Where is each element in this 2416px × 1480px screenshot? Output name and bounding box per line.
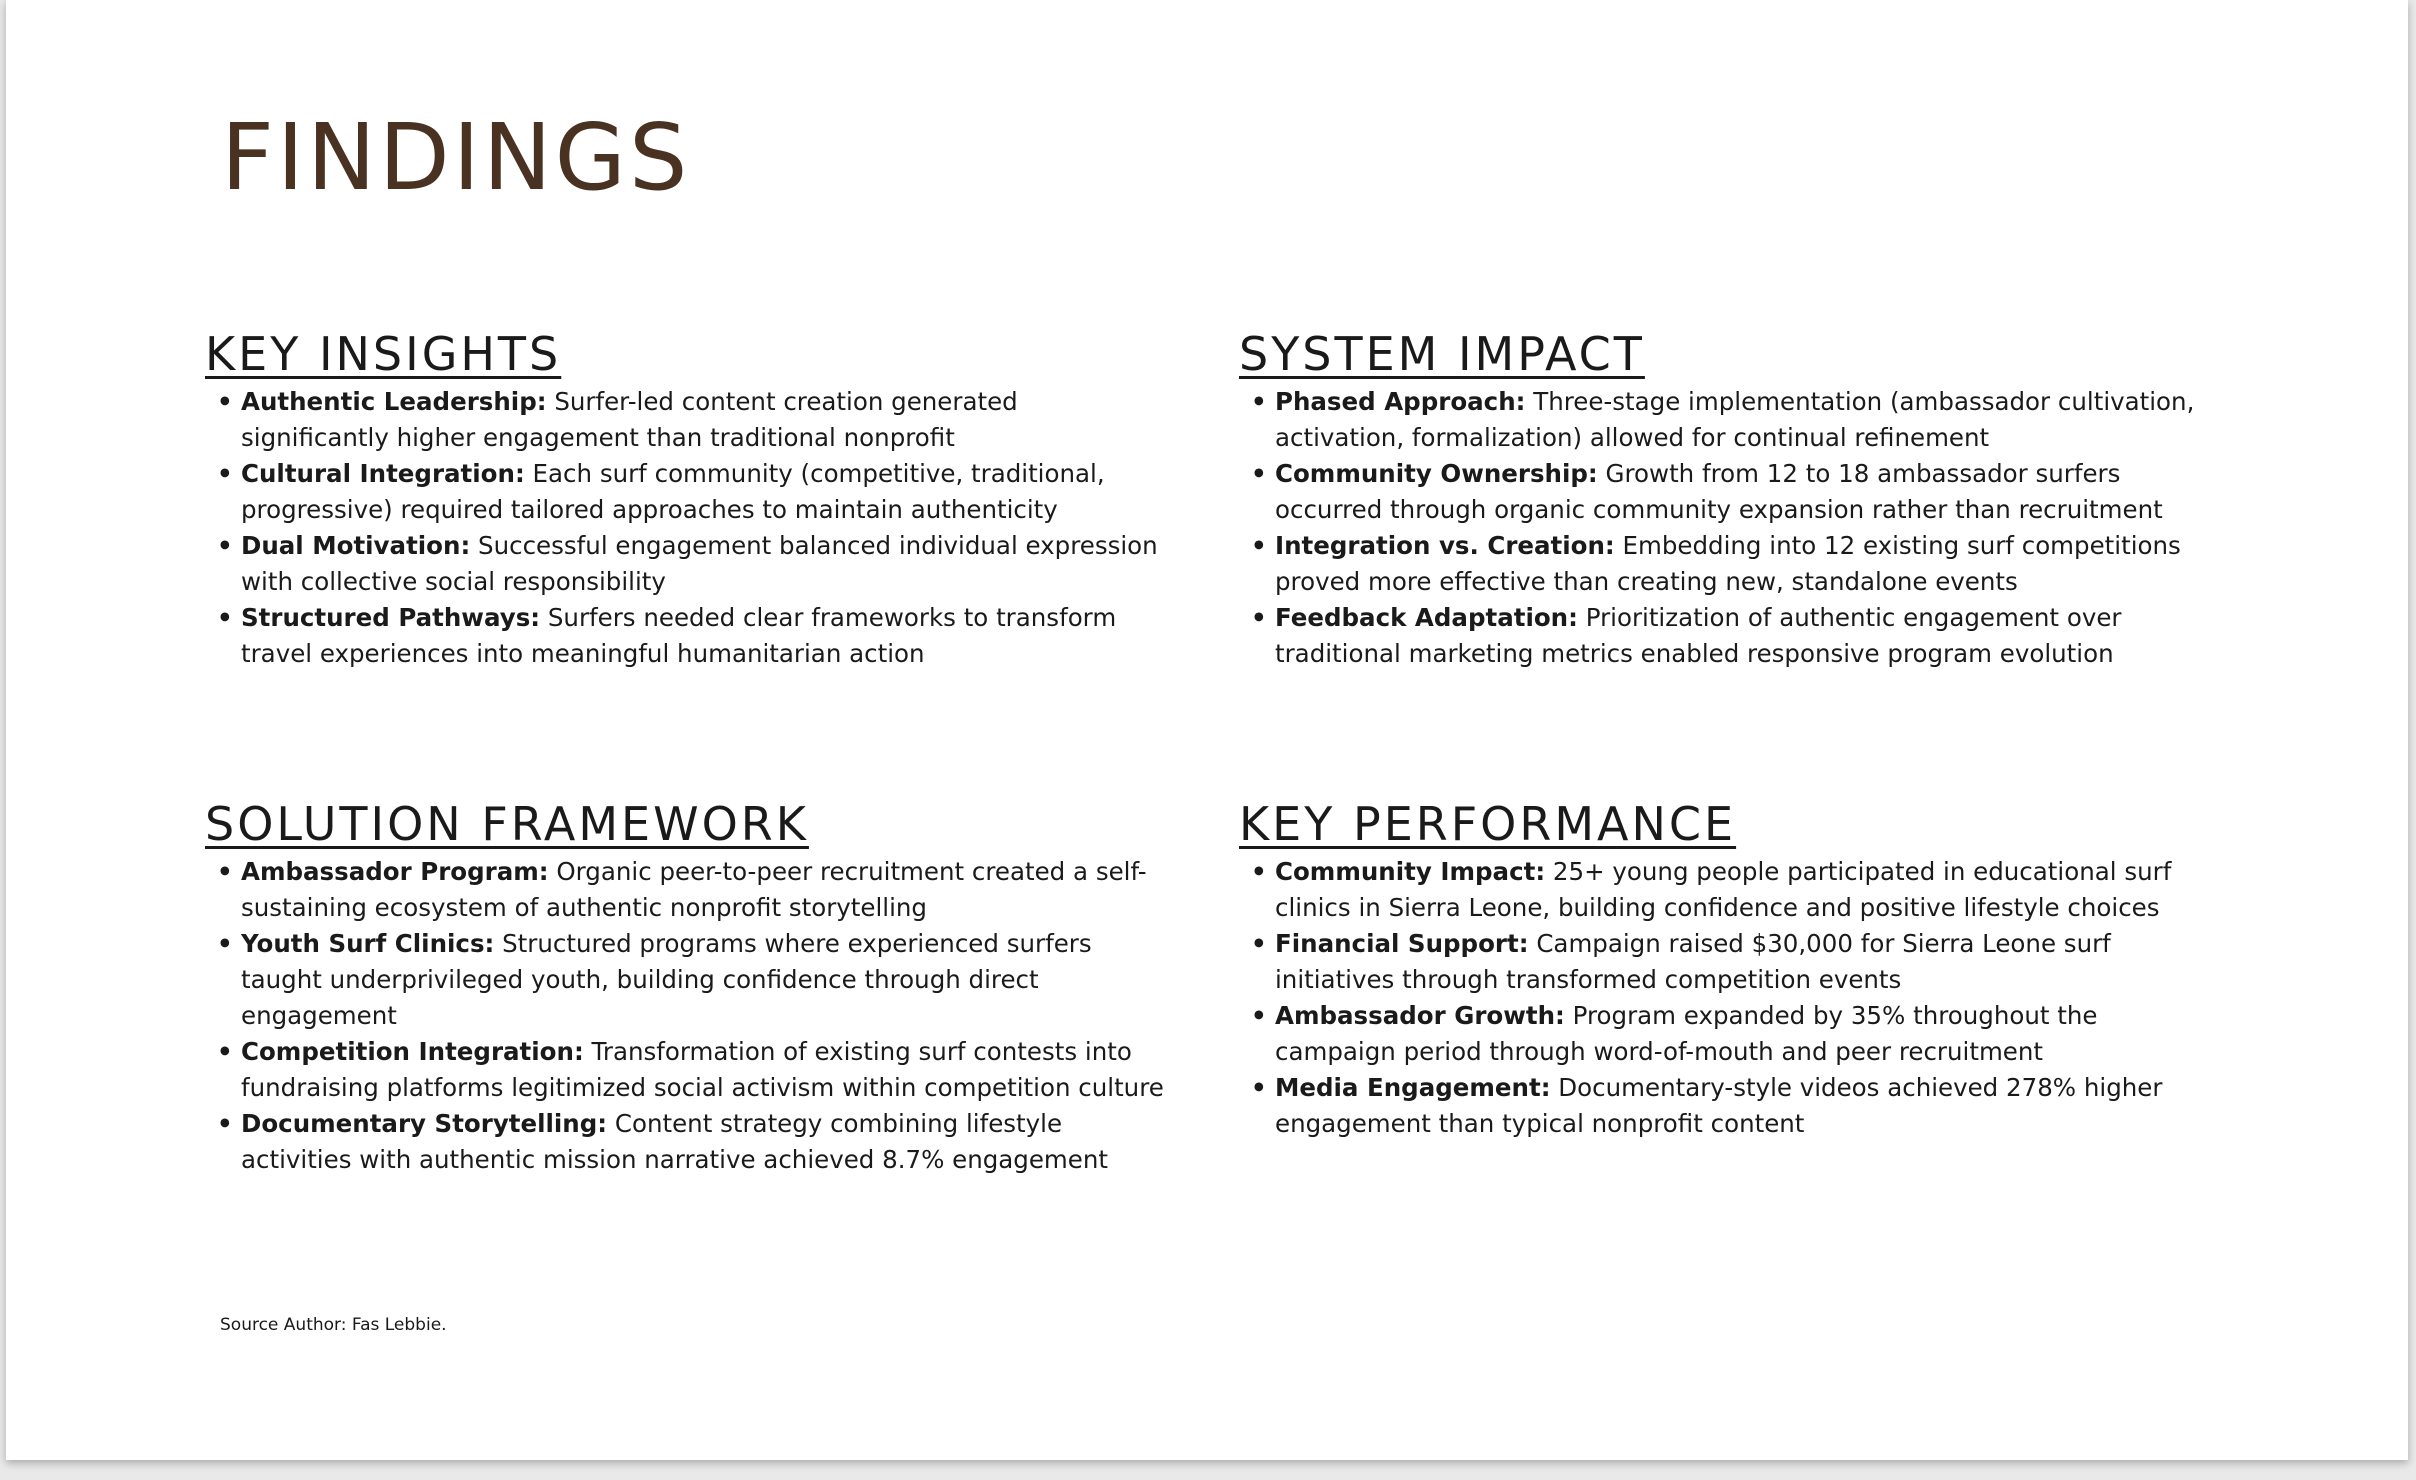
item-text: 25+ young people participated in educational surf clinics in Sierra Leone, building confidence and positive lifestyle choices bbox=[1275, 857, 2172, 923]
bullet-list bbox=[1239, 854, 2199, 1142]
item-text: Surfer-led content creation generated significantly higher engagement than traditional nonprofit bbox=[241, 387, 1018, 453]
item-label: Authentic Leadership: bbox=[241, 387, 547, 417]
list-item bbox=[1275, 998, 2199, 1070]
item-label: Media Engagement: bbox=[1275, 1073, 1551, 1103]
bullet-list bbox=[205, 854, 1165, 1178]
item-label: Cultural Integration: bbox=[241, 459, 525, 489]
section-heading: SYSTEM IMPACT bbox=[1239, 327, 1645, 381]
item-text: Program expanded by 35% throughout the campaign period through word-of-mouth and peer recruitment bbox=[1275, 1001, 2098, 1067]
list-item bbox=[241, 600, 1165, 672]
list-item bbox=[241, 384, 1165, 456]
system-impact-section bbox=[1239, 327, 2199, 672]
list-item bbox=[241, 528, 1165, 600]
page-title: FINDINGS bbox=[221, 104, 691, 211]
item-text: Campaign raised $30,000 for Sierra Leone surf initiatives through transformed competition events bbox=[1275, 929, 2111, 995]
list-item bbox=[241, 854, 1165, 926]
item-text: Documentary-style videos achieved 278% higher engagement than typical nonprofit content bbox=[1275, 1073, 2163, 1139]
item-text: Transformation of existing surf contests into fundraising platforms legitimized social activism within competition culture bbox=[241, 1037, 1164, 1103]
item-label: Ambassador Program: bbox=[241, 857, 549, 887]
item-text: Organic peer-to-peer recruitment created a self-sustaining ecosystem of authentic nonprofit storytelling bbox=[241, 857, 1147, 923]
item-label: Dual Motivation: bbox=[241, 531, 471, 561]
source-credit: Source Author: Fas Lebbie. bbox=[220, 1315, 447, 1335]
list-item bbox=[1275, 1070, 2199, 1142]
item-label: Integration vs. Creation: bbox=[1275, 531, 1615, 561]
item-text: Surfers needed clear frameworks to transform travel experiences into meaningful humanitarian action bbox=[241, 603, 1117, 669]
section-heading: KEY INSIGHTS bbox=[205, 327, 562, 381]
list-item bbox=[241, 1034, 1165, 1106]
item-label: Youth Surf Clinics: bbox=[241, 929, 495, 959]
item-text: Each surf community (competitive, traditional, progressive) required tailored approaches to maintain authenticity bbox=[241, 459, 1105, 525]
list-item bbox=[1275, 456, 2199, 528]
list-item bbox=[1275, 528, 2199, 600]
item-text: Growth from 12 to 18 ambassador surfers occurred through organic community expansion rather than recruitment bbox=[1275, 459, 2163, 525]
list-item bbox=[1275, 600, 2199, 672]
list-item bbox=[241, 926, 1165, 1034]
list-item bbox=[1275, 926, 2199, 998]
item-text: Prioritization of authentic engagement over traditional marketing metrics enabled responsive program evolution bbox=[1275, 603, 2122, 669]
item-label: Phased Approach: bbox=[1275, 387, 1526, 417]
item-text: Three-stage implementation (ambassador cultivation, activation, formalization) allowed for continual refinement bbox=[1275, 387, 2195, 453]
item-label: Documentary Storytelling: bbox=[241, 1109, 608, 1139]
item-text: Successful engagement balanced individual expression with collective social responsibility bbox=[241, 531, 1158, 597]
list-item bbox=[241, 456, 1165, 528]
section-heading: KEY PERFORMANCE bbox=[1239, 797, 1737, 851]
slide bbox=[6, 0, 2408, 1460]
item-text: Structured programs where experienced surfers taught underprivileged youth, building confidence through direct engagement bbox=[241, 929, 1092, 1031]
item-label: Competition Integration: bbox=[241, 1037, 584, 1067]
solution-framework-section bbox=[205, 797, 1165, 1178]
item-label: Financial Support: bbox=[1275, 929, 1529, 959]
bullet-list bbox=[1239, 384, 2199, 672]
item-text: Content strategy combining lifestyle activities with authentic mission narrative achieved 8.7% engagement bbox=[241, 1109, 1109, 1175]
bullet-list bbox=[205, 384, 1165, 672]
key-performance-section bbox=[1239, 797, 2199, 1142]
key-insights-section bbox=[205, 327, 1165, 672]
list-item bbox=[1275, 384, 2199, 456]
item-label: Feedback Adaptation: bbox=[1275, 603, 1578, 633]
item-label: Community Impact: bbox=[1275, 857, 1546, 887]
item-label: Ambassador Growth: bbox=[1275, 1001, 1565, 1031]
list-item bbox=[1275, 854, 2199, 926]
list-item bbox=[241, 1106, 1165, 1178]
item-text: Embedding into 12 existing surf competitions proved more effective than creating new, standalone events bbox=[1275, 531, 2181, 597]
section-heading: SOLUTION FRAMEWORK bbox=[205, 797, 809, 851]
item-label: Structured Pathways: bbox=[241, 603, 541, 633]
item-label: Community Ownership: bbox=[1275, 459, 1598, 489]
